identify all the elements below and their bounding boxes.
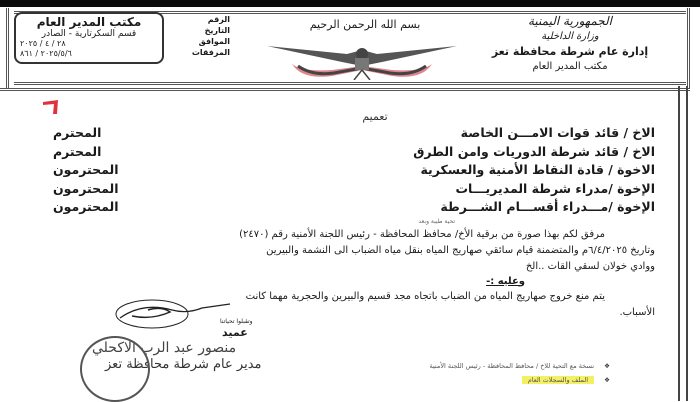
- recipient-row: [45, 180, 655, 199]
- yemen-eagle-emblem-icon: [262, 36, 462, 80]
- ref-stamp-subtitle: قسم السكرتارية - الصادر: [41, 29, 137, 39]
- recipient-honorific: المحترم: [53, 125, 102, 140]
- copies-list: [429, 359, 610, 387]
- therefore-heading: وعليه :-: [486, 275, 525, 287]
- outgoing-ref-stamp: [14, 12, 164, 64]
- recipient-name: الاخ / قائد شرطة الدوريات وامن الطرق: [413, 143, 655, 159]
- label-attachments: المرفقات: [191, 48, 230, 57]
- label-number: الرقم: [207, 15, 230, 24]
- label-date: التاريخ: [204, 26, 230, 35]
- organization-header: [480, 14, 660, 74]
- bullet-icon: ❖: [604, 376, 610, 384]
- country-name: الجمهورية اليمنية: [527, 14, 612, 28]
- signer-title: مدير عام شرطة محافظة تعز: [105, 357, 262, 372]
- recipient-name: الاخوة / قادة النقاط الأمنية والعسكرية: [420, 162, 655, 177]
- recipient-row: [45, 161, 655, 180]
- directive-line: الأسباب.: [619, 306, 655, 318]
- body-line: ووادي خولان لسقي القات ..الخ: [525, 260, 655, 272]
- copy-text: نسخة مع التحية للاخ / محافظ المحافظة - رئيس اللجنة الأمنية: [429, 362, 595, 370]
- recipient-row: [45, 198, 655, 217]
- ref-date-line: [20, 49, 158, 59]
- basmala: بسم الله الرحمن الرحيم: [309, 18, 421, 31]
- copy-text-highlighted: الملف والسجلات العام: [522, 376, 594, 384]
- recipient-honorific: المحترمون: [53, 199, 119, 214]
- recipient-name: الإخوة /مـــدراء أقســـام الشـــرطة: [440, 199, 655, 214]
- circular-body: [45, 110, 655, 321]
- body-line: مرفق لكم بهذا صورة من برقية الأخ/ محافظ المحافظة - رئيس اللجنة الأمنية رقم (٢٤٧٠): [239, 228, 605, 240]
- recipient-row: [45, 124, 655, 143]
- ref-number-line: [20, 39, 158, 49]
- top-black-bar: [0, 0, 700, 7]
- body-paragraph: [45, 227, 655, 275]
- copy-item: [429, 373, 610, 387]
- recipient-honorific: المحترمون: [53, 162, 119, 177]
- recipient-name: الاخ / قائد قوات الامـــن الخاصة: [460, 125, 655, 140]
- signer-rank: عميد: [222, 326, 248, 339]
- department-name: إدارة عام شرطة محافظة تعز: [491, 45, 649, 58]
- circular-title: تعميم: [362, 110, 388, 123]
- greeting: تحية طيبة وبعد: [418, 217, 455, 225]
- closing-phrase: وتقبلوا تحياتنا: [220, 318, 253, 325]
- copy-item: [429, 359, 610, 373]
- directive-line: يتم منع خروج صهاريج المياه من الضباب باتجاه مجد قسيم والبيرين والحجرية مهما كانت: [245, 290, 605, 302]
- page-border-right: [678, 86, 688, 401]
- handwritten-signature: [92, 298, 232, 334]
- recipient-name: الإخوة /مدراء شرطة المديريـــات: [455, 180, 655, 196]
- official-seal: [80, 336, 150, 402]
- signer-name: منصور عبد الرب الاكحلي: [92, 340, 237, 356]
- ref-stamp-title: مكتب المدير العام: [36, 15, 142, 29]
- bullet-icon: ❖: [604, 362, 610, 370]
- ministry-name: وزارة الداخلية: [541, 31, 599, 42]
- ref-labels: [170, 14, 230, 58]
- ref-date: ٢٠٢٥/٥/٦ / ٨٦١: [20, 49, 72, 58]
- recipient-row: [45, 143, 655, 162]
- office-name: مكتب المدير العام: [532, 61, 608, 72]
- recipient-honorific: المحترمون: [53, 180, 119, 196]
- ref-number: ٢٨ / ٤ / ٢٠٢٥: [20, 39, 66, 48]
- header-divider: [0, 88, 690, 91]
- recipient-honorific: المحترم: [53, 143, 102, 159]
- body-line: وتاريخ ٦/٤/٢٠٢٥م والمتضمنة قيام سائقي صهاريج المياه بنقل مياه الضباب الى النشمة والبيرين: [266, 244, 655, 256]
- label-corresponding: الموافق: [198, 37, 230, 46]
